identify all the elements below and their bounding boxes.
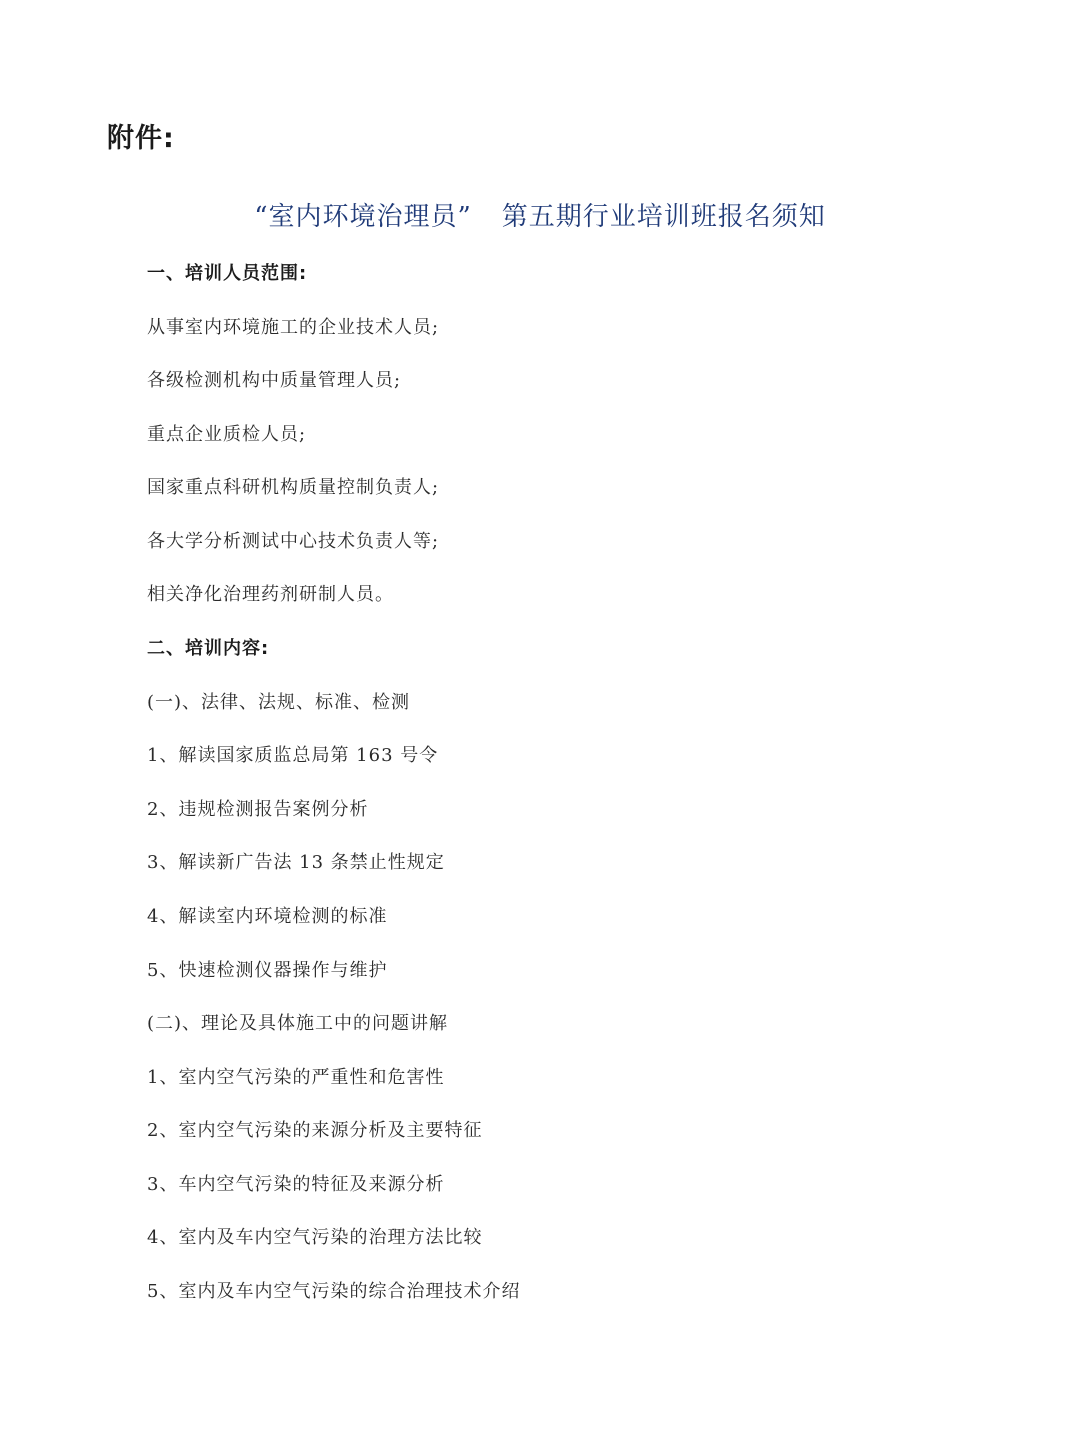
section-1-heading: 一、培训人员范围: <box>147 263 308 284</box>
content-item: 1、室内空气污染的严重性和危害性 <box>147 1067 445 1088</box>
title-part-2: 第五期行业培训班报名须知 <box>501 202 826 232</box>
content-item: 3、车内空气污染的特征及来源分析 <box>147 1174 445 1195</box>
scope-item-4: 国家重点科研机构质量控制负责人; <box>147 477 440 498</box>
content-item: 2、违规检测报告案例分析 <box>147 799 369 820</box>
scope-item-5: 各大学分析测试中心技术负责人等; <box>147 531 440 552</box>
document-title <box>0 196 1080 233</box>
subsection-1-heading: (一)、法律、法规、标准、检测 <box>147 692 411 713</box>
content-item: 3、解读新广告法 13 条禁止性规定 <box>147 852 445 873</box>
title-part-1: “室内环境治理员” <box>254 202 472 232</box>
scope-item-3: 重点企业质检人员; <box>147 424 307 445</box>
content-item: 4、室内及车内空气污染的治理方法比较 <box>147 1227 483 1248</box>
content-item: 1、解读国家质监总局第 163 号令 <box>147 745 439 766</box>
scope-item-2: 各级检测机构中质量管理人员; <box>147 370 402 391</box>
section-2-heading: 二、培训内容: <box>147 638 270 659</box>
content-item: 2、室内空气污染的来源分析及主要特征 <box>147 1120 483 1141</box>
content-item: 4、解读室内环境检测的标准 <box>147 906 388 927</box>
subsection-2-heading: (二)、理论及具体施工中的问题讲解 <box>147 1013 449 1034</box>
scope-item-6: 相关净化治理药剂研制人员。 <box>147 584 394 605</box>
content-item: 5、快速检测仪器操作与维护 <box>147 960 388 981</box>
content-item: 5、室内及车内空气污染的综合治理技术介绍 <box>147 1281 521 1302</box>
scope-item-1: 从事室内环境施工的企业技术人员; <box>147 317 440 338</box>
attachment-label: 附件: <box>107 123 175 154</box>
